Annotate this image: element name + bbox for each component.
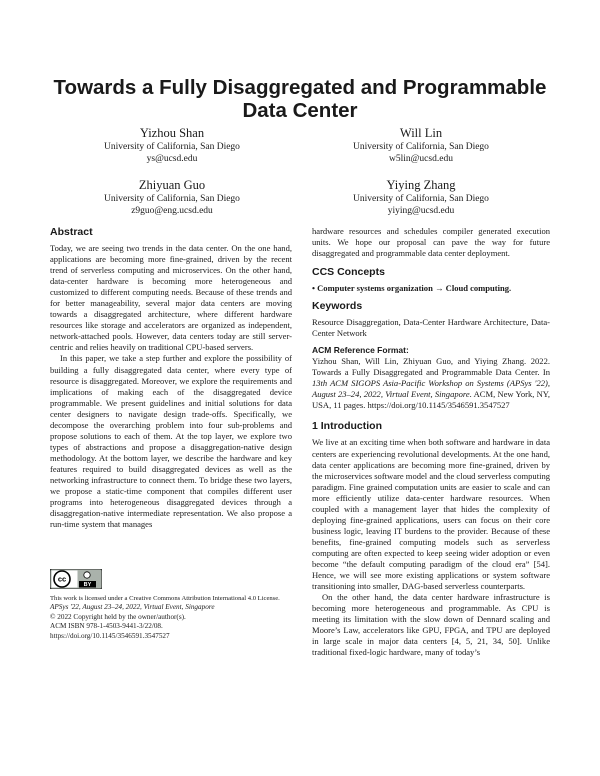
abstract-continuation: hardware resources and schedules compiler generated execution units. We hope our proposal can pave the way for future disaggregated and programmable data center deployment. — [312, 226, 550, 259]
acm-reference-text — [312, 356, 550, 411]
author-email[interactable]: w5lin@ucsd.edu — [389, 154, 453, 164]
author-block — [291, 126, 551, 165]
author-affiliation: University of California, San Diego — [353, 194, 489, 204]
introduction-paragraph: We live at an exciting time when both software and hardware in data centers are experiencing revolutional developments. At the one hand, data center applications are becoming more fine-grained, driven by the microservices software model and the cloud serverless computing paradigm. Fine grained computation units are easier to scale and can more efficiently utilize data-center hardware resources. When coupled with a management layer that hides the complexity of deploying fine-grained applications, users can focus on their core business logic, leaving IT burdens to the provider. Because of these benefits, fine-grained computing models such as serverless computing are often expected to keep seeing wider adoption or even become “the default computing paradigm of the cloud era” [54]. Hence, we will see more existing applications or system software transitioning into smaller, DAG-based serverless counterparts. — [312, 437, 550, 592]
abstract-paragraph: In this paper, we take a step further and explore the possibility of building a fully disaggregated data center, where every type of resource is disaggregated. Moreover, we explore the requirements and implications of making each of the disaggregated device programmable. We present guidelines and initial solutions for data center designers to navigate design trade-offs. Specifically, we decompose the overarching problem into four sub-problems and propose solutions to each of them. At the top layer, we explore two types of abstractions and propose a disaggregation-native design methodology. At the bottom layer, we describe the hardware and key features required to build disaggregated devices as well as the networking infrastructure to connect them. To bridge these two layers, we propose a static-time component that compiles different user programs into heterogeneous disaggregated devices through a disaggregation-native intermediate representation. We also propose a run-time system that manages — [50, 353, 292, 530]
author-affiliation: University of California, San Diego — [353, 142, 489, 152]
doi-link[interactable]: https://doi.org/10.1145/3546591.3547527 — [50, 631, 170, 640]
author-email[interactable]: yiying@ucsd.edu — [387, 206, 455, 216]
abstract-heading: Abstract — [50, 226, 93, 238]
conference-line: APSys '22, August 23–24, 2022, Virtual Event, Singapore — [50, 603, 215, 612]
author-name: Yizhou Shan — [139, 126, 205, 140]
cc-glyph: cc — [57, 574, 67, 584]
keywords-text: Resource Disaggregation, Data-Center Hardware Architecture, Data-Center Network — [312, 317, 550, 339]
author-affiliation: University of California, San Diego — [104, 142, 240, 152]
author-name: Zhiyuan Guo — [138, 178, 206, 192]
acm-reference-heading: ACM Reference Format: — [312, 345, 409, 356]
author-name: Will Lin — [399, 126, 443, 140]
license-text[interactable]: This work is licensed under a Creative Commons Attribution International 4.0 License. — [50, 595, 280, 602]
copyright-line: © 2022 Copyright held by the owner/author(s). — [50, 612, 186, 621]
introduction-heading: 1 Introduction — [312, 420, 382, 433]
reference-venue: 13th ACM SIGOPS Asia-Pacific Workshop on Systems (APSys '22), August 23–24, 2022, Virtual Event, Singapore. — [312, 378, 550, 400]
cc-by-icon — [50, 569, 102, 589]
reference-authors: Yizhou Shan, Will Lin, Zhiyuan Guo, and Yiying Zhang. 2022. Towards a Fully Disaggregated and Programmable Data Center. In — [312, 356, 550, 378]
reference-tail[interactable]: ACM, New York, NY, USA, 11 pages. https://doi.org/10.1145/3546591.3547527 — [312, 389, 550, 411]
paper-title: Towards a Fully Disaggregated and Programmable Data Center — [53, 76, 547, 122]
author-name: Yiying Zhang — [386, 178, 456, 192]
cc-by-license-badge[interactable] — [50, 569, 102, 589]
left-column — [50, 226, 292, 530]
author-block — [42, 126, 302, 165]
author-affiliation: University of California, San Diego — [104, 194, 240, 204]
right-column — [312, 226, 550, 658]
license-footer — [50, 594, 320, 641]
introduction-paragraph: On the other hand, the data center hardware infrastructure is becoming more heterogeneous and programmable. As CPU is meeting its limitation with the slow down of Dennard scaling and Moore’s Law, accelerators like GPU, FPGA, and TPU are deployed in large scale in major data centers [4, 5, 21, 34, 50]. Unlike traditional fixed-logic hardware, many of today’s — [312, 592, 550, 658]
keywords-heading: Keywords — [312, 300, 363, 313]
author-email[interactable]: z9guo@eng.ucsd.edu — [131, 206, 213, 216]
author-block — [291, 178, 551, 217]
ccs-concept-item: • Computer systems organization → Cloud computing. — [312, 283, 512, 294]
by-glyph: BY — [83, 582, 92, 589]
isbn-line: ACM ISBN 978-1-4503-9441-3/22/08. — [50, 622, 163, 631]
abstract-paragraph: Today, we are seeing two trends in the data center. On the one hand, applications are becoming more fine-grained, driven by the recent trend of serverless computing and microservices. On the other hand, data-center hardware is becoming more heterogeneous and customized to different computing needs. Because of these trends and for better manageability, several major data centers are moving towards a disaggregated architecture, where different hardware resources like storage and accelerators are organized as independent, network-attached pools. However, data centers today are still server-centric and relies heavily on traditional CPU-based servers. — [50, 243, 292, 353]
author-block — [42, 178, 302, 217]
author-email[interactable]: ys@ucsd.edu — [146, 154, 198, 164]
ccs-heading: CCS Concepts — [312, 266, 385, 279]
